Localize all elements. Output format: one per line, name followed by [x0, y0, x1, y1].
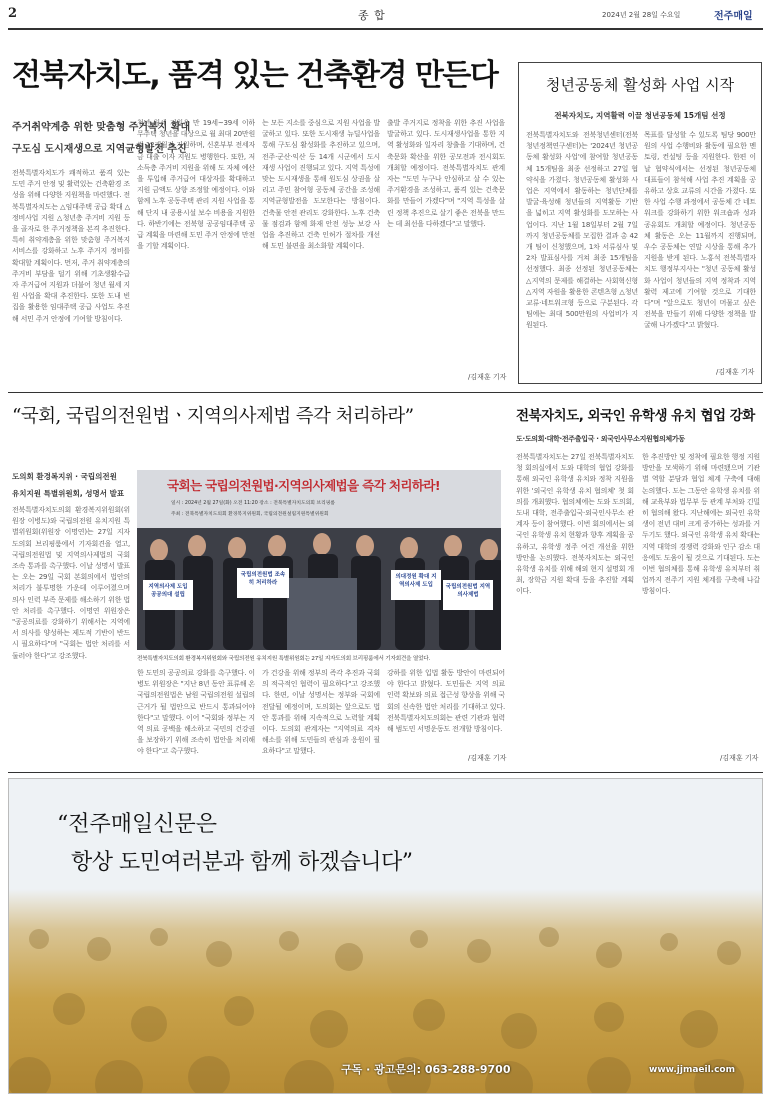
page-header	[0, 0, 771, 28]
section-divider	[8, 392, 763, 393]
article-body-column: 는 모든 지소를 중심으로 지원 사업을 발굴하고 있다. 또한 도시재생 뉴딜사업을 통해 구도심 활성화를 추진하고 있으며, 전주·군산·익산 등 14개 시군에서 도시재생 사업이 진행되고 있다. 지역 특성에 맞는 도시재생을 통해 원도심 상권을 살리고 주민 참여형 공동체 공간을 조성해 지역균형발전을 도모한다는 방침이다. 건축물 안전 관리도 강화한다. 노후 건축물 점검과 함께 화재 안전 성능 보강 사업을 추진하고 건축 인허가 절차를 개선해 도민 불편을 최소화할 계획이다.	[262, 119, 380, 251]
photo-banner-host: 주최 : 전북특별자치도의회 환경복지위원회, 국립의전원설립지원특별위원회	[171, 512, 329, 517]
article-subheadline: 전북자치도, 지역활력 이끌 청년공동체 15개팀 선정	[554, 111, 726, 120]
paper-name: 전주매일	[714, 11, 753, 22]
article-headline: 전북자치도, 외국인 유학생 유치 협업 강화	[516, 408, 755, 424]
byline: /김재훈 기자	[468, 373, 507, 381]
ad-website: www.jjmaeil.com	[649, 1065, 735, 1075]
article-subheadline: 도·도의회·대학·전주출입국 · 외국인사무소지원협의체가동	[516, 435, 685, 443]
protest-sign: 의대정원 확대 지역의사제 도입	[391, 570, 441, 600]
photo-banner-info: 일시 : 2024년 2월 27일(화) 오전 11:20 장소 : 전북특별자치도의회 브리핑룸	[171, 501, 335, 506]
article-headline: 청년공동체 활성화 사업 시작	[545, 76, 735, 94]
protest-sign: 국립의전원법 조속히 처리하라	[237, 568, 289, 598]
article-body-column: 목표를 달성할 수 있도록 팀당 900만원의 사업 수행비와 활동에 필요한 멘토링, 컨설팅 등을 지원한다. 한편 이날 협약식에서는 선정된 청년공동체 대표들이 참석해 사업 추진 계획을 공유하고 상호 교류의 시간을 가졌다. 또한 사업 수행 과정에서 공동체 간 네트워크를 강화하기 위한 워크숍과 성과공유회도 개최할 예정이다. 청년공동체 활동은 오는 11월까지 진행되며, 우수 공동체는 연말 시상을 통해 추가 지원을 받게 된다. 노홍석 전북특별자치도 행정부지사는 "청년 공동체 활성화 사업이 청년들의 지역 정착과 지역 활력 제고에 기여할 것으로 기대한다"며 "앞으로도 청년이 머물고 싶은 전북을 만들기 위해 다양한 정책을 발굴해 나가겠다"고 밝혔다.	[644, 131, 756, 330]
ad-slogan-line1: “전주매일신문은	[57, 812, 218, 837]
section-divider	[8, 772, 763, 773]
article-body-column: 한 도민의 공공의료 강화를 촉구했다. 이병도 위원장은 "지난 8년 동안 표류해 온 국립의전원법은 남원 국립의전원 설립의 근거가 될 법안으로 반드시 통과되어야 한다"고 말했다. 이어 "국회와 정부는 지역 의료 공백을 해소하고 국민의 건강권을 보장하기 위해 조속히 법안을 처리해야 한다"고 촉구했다.	[137, 669, 255, 756]
header-divider	[8, 28, 763, 30]
article-headline: 전북자치도, 품격 있는 건축환경 만든다	[12, 58, 498, 93]
article-body-column: 전북특별자치도는 27일 전북특별자치도청 회의실에서 도와 대학의 협업 강화를 통해 외국인 유학생 유치와 정착 지원을 위한 '외국인 유학생 유치 협의체' 첫 회의를 개최했다. 협의체에는 도와 도의회, 도내 대학, 전주출입국·외국인사무소 관계자 등이 참여했다. 이번 회의에서는 외국인 유학생 유치 현황과 향후 계획을 공유하고, 유학생 정주 여건 개선을 위한 방안을 논의했다. 전북자치도는 외국인 유학생 유치를 위해 해외 현지 설명회 개최, 장학금 지원 확대 등을 추진할 계획이다.	[516, 453, 634, 596]
photo-banner-text: 국회는 국립의전원법·지역의사제법을 즉각 처리하라!	[167, 478, 440, 493]
photo-caption: 전북특별자치도의회 환경복지위원회와 국립의전원 유치지원 특별위원회는 27일 지자도의회 브리핑룸에서 기자회견을 열었다.	[137, 656, 431, 662]
article-body-column: 한 추진방안 및 정착에 필요한 행정 지원 방안을 모색하기 위해 마련됐으며 기관별 역할 분담과 협업 체계 구축에 대해 논의했다. 도는 그동안 유학생 유치를 위해 교육부와 법무부 등 관계 부처와 긴밀히 협의해 왔다. 지난해에는 외국인 유학생이 전년 대비 크게 증가하는 성과를 거두기도 했다. 외국인 유학생 유치 확대는 지역 대학의 경쟁력 강화와 인구 감소 대응에도 도움이 될 것으로 기대된다. 도는 이번 협의체를 통해 유학생 유치부터 취업까지 전주기 지원 체계를 구축해 나갈 방침이다.	[642, 453, 760, 596]
article-body-column: 전북특별자치도의회 환경복지위원회(위원장 이병도)와 국립의전원 유치지원 특별위원회(위원장 이명연)는 27일 지자도의회 브리핑룸에서 기자회견을 열고, 국립의전원법 및 지역의사제법의 국회 조속 통과를 촉구했다. 이날 성명서 발표는 오는 29일 국회 본회의에서 법안의 처리가 불투명한 가운데 이루어졌으며 의사 인력 부족 문제를 해소하기 위한 법안 처리를 촉구했다. 이명연 위원장은 "공공의료를 강화하기 위해서는 지역에서 의사를 양성하는 제도적 기반이 반드시 필요하다"며 "국회는 법안 처리를 서둘러야 한다"고 강조했다.	[12, 506, 130, 660]
protest-sign: 지역의사제 도입 공공의대 설립	[143, 580, 193, 610]
article-body-column: 전북특별자치도가 쾌적하고 품격 있는 도민 주거 안정 및 활력있는 건축환경 조성을 위해 다양한 지원책을 마련했다. 전북특별자치도는 △임대주택 공급 확대 △정비사업 지원 △청년층 주거비 지원 등을 골자로 한 주거정책을 본격 추진한다. 특히 취약계층을 위한 맞춤형 주거복지 서비스를 강화하고 노후 주거지 정비를 확대할 계획이다. 먼저, 주거 취약계층의 주거비 부담을 덜기 위해 기초생활수급자 주거급여 지원과 더불어 청년 월세 지원 사업을 확대 추진한다. 또한 도내 빈집을 활용한 임대주택 공급 사업도 추진해 서민 주거 안정에 기여할 방침이다.	[12, 169, 130, 323]
byline: /김재훈 기자	[720, 754, 759, 762]
article-body-column: 가 건강을 위해 정부의 즉각 추진과 국회의 적극적인 협력이 필요하다"고 강조했다. 한편, 이날 성명서는 정부와 국회에 전달될 예정이며, 도의회는 앞으로도 법안 통과를 위해 지속적으로 노력할 계획이다. 도의회 관계자는 "지역의료 격차 해소를 위해 도민들의 관심과 응원이 필요하다"고 말했다.	[262, 669, 380, 756]
byline: /김재훈 기자	[716, 368, 755, 376]
article-body-column: 강하를 위한 입법 활동 방안이 마련되어야 한다고 밝혔다. 도민들은 지역 의료 인력 확보와 의료 접근성 향상을 위해 국회의 신속한 법안 처리를 기대하고 있다. 전북특별자치도의회는 관련 기관과 협력해 범도민 서명운동도 전개할 방침이다.	[387, 669, 505, 734]
page-number: 2	[8, 6, 18, 21]
section-title: 종 합	[358, 9, 386, 22]
article-headline: “국회, 국립의전원법ㆍ지역의사제법 즉각 처리하라”	[12, 406, 414, 427]
ad-contact: 구독 · 광고문의: 063-288-9700	[341, 1063, 511, 1076]
article-subheadline: 도의회 환경복지위 · 국립의전원	[12, 472, 117, 481]
article-subheadline: 구도심 도시재생으로 지역균형발전 추진	[12, 144, 187, 155]
protest-sign: 국립의전원법 지역의사제법	[443, 580, 493, 610]
issue-date: 2024년 2월 28일 수요일	[602, 11, 681, 19]
article-subheadline: 주거취약계층 위한 맞춤형 주거복지 확대	[12, 122, 191, 133]
article-subheadline: 유치지원 특별위원회, 성명서 발표	[12, 489, 125, 498]
byline: /김재훈 기자	[468, 754, 507, 762]
ad-slogan-line2: 항상 도민여러분과 함께 하겠습니다”	[71, 850, 413, 875]
press-conference-photo	[137, 470, 501, 650]
sunflower-advertisement	[8, 778, 763, 1094]
article-body-column: 청년 월세 지원은 만 19세~39세 이하 무주택 청년을 대상으로 월 최대 20만원씩 12개월간 지원하며, 신혼부부 전세자금 대출 이자 지원도 병행한다. 또한, 저소득층 주거비 지원을 위해 도 자체 예산을 투입해 주거급여 대상자를 확대하고 지원 금액도 상향 조정할 예정이다. 이와 함께 노후 공동주택 관리 지원 사업을 통해 단지 내 공용시설 보수 비용을 지원한다. 하반기에는 전북형 공공임대주택 공급 계획을 마련해 도민 주거 안정에 만전을 기할 계획이다.	[137, 119, 255, 251]
article-body-column: 전북특별자치도와 전북청년센터(전북청년정책연구센터)는 '2024년 청년공동체 활성화 사업'에 참여할 청년공동체 15개팀을 최종 선정하고 27일 협약식을 가졌다. 청년공동체 활성화 사업은 지역에서 활동하는 청년단체를 발굴·육성해 청년들의 지역활동 기반을 넓히고 지역 활성화를 도모하는 사업이다. 지난 1월 18일부터 2월 7일까지 청년공동체를 모집한 결과 총 42개 팀이 신청했으며, 1차 서류심사 및 2차 발표심사를 거쳐 최종 15개팀을 선정했다. 최종 선정된 청년공동체는 △지역의 문제를 해결하는 사회혁신형 △지역 자원을 활용한 콘텐츠형 △청년 교류·네트워크형 등으로 구분된다. 각 팀에는 최대 500만원의 사업비가 지원된다.	[526, 131, 638, 330]
article-body-column: 출발 주거지로 정착을 위한 추진 사업을 발굴하고 있다. 도시재생사업을 통한 지역 활성화와 일자리 창출을 기대하며, 건축문화 확산을 위한 공모전과 전시회도 개최할 예정이다. 전북특별자치도 관계자는 "도민 누구나 안심하고 살 수 있는 주거환경을 조성하고, 품격 있는 건축문화를 만들어 가겠다"며 "지역 특성을 살린 정책 추진으로 살기 좋은 전북을 만드는 데 최선을 다하겠다"고 말했다.	[387, 119, 505, 228]
